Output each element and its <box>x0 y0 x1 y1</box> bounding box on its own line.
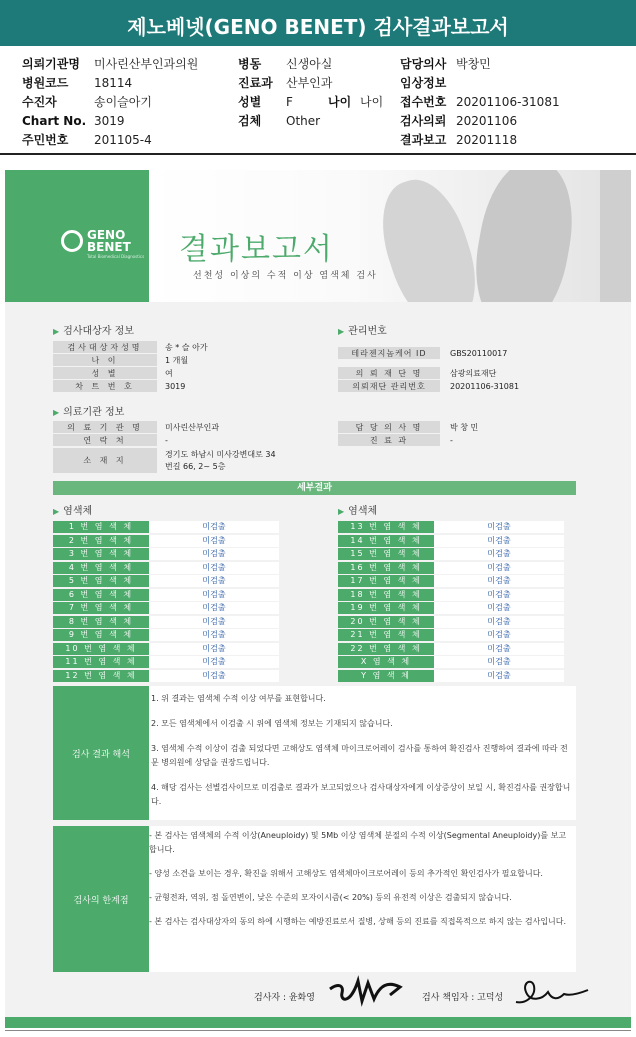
header-row <box>22 74 198 93</box>
chromosome-name: 10 번 염 색 체 <box>53 643 149 655</box>
geno-benet-logo-icon <box>61 230 83 252</box>
footer-bar <box>5 1017 631 1028</box>
chromosome-row <box>53 521 279 533</box>
chromosome-row <box>53 656 279 668</box>
chromosome-result: 미검출 <box>434 562 564 574</box>
chromosome-result: 미검출 <box>149 575 279 587</box>
chromosome-row <box>338 656 564 668</box>
header-divider <box>0 153 636 155</box>
chromosome-name: 3 번 염 색 체 <box>53 548 149 560</box>
chromosome-name: 18 번 염 색 체 <box>338 589 434 601</box>
row-value: 여 <box>165 369 173 378</box>
chromosome-row <box>338 670 564 682</box>
interpretation-item: 1. 위 결과는 염색체 수적 이상 여부를 표현합니다. <box>151 694 326 703</box>
row-key: 의뢰재단 관리번호 <box>338 380 440 392</box>
chromosome-name: 7 번 염 색 체 <box>53 602 149 614</box>
chromosome-result: 미검출 <box>149 670 279 682</box>
chromosome-name: 14 번 염 색 체 <box>338 535 434 547</box>
chromosome-name: Y 염 색 체 <box>338 670 434 682</box>
field-label: Chart No. <box>22 114 87 128</box>
chromosome-name: 6 번 염 색 체 <box>53 589 149 601</box>
report-title-bar <box>0 0 636 48</box>
chromosome-name: 16 번 염 색 체 <box>338 562 434 574</box>
field-value: 미사린산부인과의원 <box>94 57 199 71</box>
arrow-right-icon: ▶ <box>53 327 60 336</box>
header-row <box>238 74 383 93</box>
subject-row <box>53 341 318 354</box>
doctor-row <box>338 421 576 434</box>
field-value: 산부인과 <box>286 76 333 90</box>
chromosome-row <box>53 575 279 587</box>
field-label: 검체 <box>238 114 262 128</box>
chromosome-result: 미검출 <box>434 629 564 641</box>
row-value: 20201106-31081 <box>450 382 520 391</box>
chromosome-name: 8 번 염 색 체 <box>53 616 149 628</box>
chromosome-name: 21 번 염 색 체 <box>338 629 434 641</box>
chromosome-result: 미검출 <box>434 616 564 628</box>
chromosome-row <box>338 589 564 601</box>
arrow-right-icon: ▶ <box>338 327 345 336</box>
row-value: 번길 66, 2~ 5층 <box>165 462 226 471</box>
field-value: 20201106 <box>456 114 518 128</box>
chromosome-result: 미검출 <box>149 602 279 614</box>
manager-name: 검사 책임자 : 고덕성 <box>422 993 504 1003</box>
chromosome-name: 13 번 염 색 체 <box>338 521 434 533</box>
chromosome-row <box>338 521 564 533</box>
header-col2 <box>238 55 383 131</box>
row-key: 검사대상자성명 <box>53 341 157 353</box>
chromosome-row <box>53 535 279 547</box>
chromosome-name: 20 번 염 색 체 <box>338 616 434 628</box>
dept-row <box>338 434 576 447</box>
field-label: 수진자 <box>22 95 57 109</box>
chromosome-name: 12 번 염 색 체 <box>53 670 149 682</box>
row-value: 송 * 슬 아가 <box>165 343 208 352</box>
chromosome-result: 미검출 <box>149 548 279 560</box>
limitation-item: - 본 검사는 염색체의 수적 이상(Aneuploidy) 및 5Mb 이상 염색체 분절의 수적 이상(Segmental Aneuploidy)를 보고합니다. <box>149 831 567 854</box>
interpretation-item: 3. 염색체 수적 이상이 검출 되었다면 고해상도 염색체 마이크로어레이 검사를 통하여 확진검사 진행하여 결과에 따라 전문 병의원에 상담을 권장드립니다. <box>151 744 568 767</box>
header-row <box>400 55 560 74</box>
row-value: 삼광의료재단 <box>450 369 497 378</box>
footer-line <box>5 1030 631 1031</box>
field-label: 결과보고 <box>400 133 447 147</box>
row-value: 박 창 민 <box>450 423 479 432</box>
logo-text-geno: GENO <box>87 228 126 242</box>
row-value: 3019 <box>165 382 186 391</box>
interpretation-item: 2. 모든 염색체에서 이검출 시 위에 염색체 정보는 기재되지 않습니다. <box>151 719 393 728</box>
field-label: 담당의사 <box>400 57 447 71</box>
field-value: 201105-4 <box>94 133 152 147</box>
tester-signature-image <box>328 975 410 1009</box>
management-section-heading <box>338 322 387 337</box>
chromosome-result: 미검출 <box>149 629 279 641</box>
field-label: 접수번호 <box>400 95 447 109</box>
chromosome-row <box>338 643 564 655</box>
field-label: 검사의뢰 <box>400 114 447 128</box>
field-value: F <box>286 95 293 109</box>
section-title: 관리번호 <box>348 326 387 337</box>
field-label: 임상정보 <box>400 76 447 90</box>
chromosome-row <box>53 629 279 641</box>
chromosome-result: 미검출 <box>434 575 564 587</box>
chromosome-row <box>53 548 279 560</box>
field-label: 병원코드 <box>22 76 69 90</box>
chromosome-result: 미검출 <box>149 656 279 668</box>
chromosome-row <box>338 535 564 547</box>
institution-row <box>53 448 318 474</box>
chromosome-result: 미검출 <box>149 535 279 547</box>
row-key: 나 이 <box>53 354 157 366</box>
chromosome-result: 미검출 <box>149 589 279 601</box>
header-row <box>400 112 560 131</box>
row-key: 소 재 지 <box>53 448 157 473</box>
field-value: 박창민 <box>456 57 491 71</box>
field-value: 신생아실 <box>286 57 333 71</box>
row-value: - <box>450 436 453 445</box>
chromosome-name: 5 번 염 색 체 <box>53 575 149 587</box>
banner-title-panel <box>149 170 600 302</box>
chromosome-name: 11 번 염 색 체 <box>53 656 149 668</box>
chromosome-name: 17 번 염 색 체 <box>338 575 434 587</box>
header-row <box>22 112 198 131</box>
chromosome-result: 미검출 <box>149 521 279 533</box>
chromosome-name: 15 번 염 색 체 <box>338 548 434 560</box>
chromosome-heading-left <box>53 502 92 517</box>
institution-section-heading <box>53 403 124 418</box>
header-row <box>238 112 383 131</box>
field-label: 의뢰기관명 <box>22 57 80 71</box>
row-key: 차 트 번 호 <box>53 380 157 392</box>
banner-subtitle: 선천성 이상의 수적 이상 염색체 검사 <box>193 271 378 281</box>
banner-title: 결과보고서 <box>179 232 334 267</box>
header-row <box>22 93 198 112</box>
limitations-label: 검사의 한계점 <box>53 826 149 972</box>
chromosome-name: 4 번 염 색 체 <box>53 562 149 574</box>
chromosome-result: 미검출 <box>149 562 279 574</box>
logo-text-benet: BENET <box>87 240 131 254</box>
row-value: 미사린산부인과 <box>165 423 220 432</box>
header-row <box>238 93 383 112</box>
section-title: 검사대상자 정보 <box>63 326 134 337</box>
arrow-right-icon: ▶ <box>338 507 345 516</box>
field-label: 병동 <box>238 57 262 71</box>
chromosome-result: 미검출 <box>434 589 564 601</box>
header-row <box>238 55 383 74</box>
row-key: 의 료 기 관 명 <box>53 421 157 433</box>
chromosome-row <box>53 643 279 655</box>
field-value: 20201118 <box>456 133 518 147</box>
manager-signature-image <box>512 974 592 1010</box>
chromosome-row <box>338 602 564 614</box>
chromosome-row <box>338 629 564 641</box>
row-key: 진 료 과 <box>338 434 440 446</box>
chromosome-result: 미검출 <box>434 602 564 614</box>
chromosome-row <box>338 575 564 587</box>
chromosome-result: 미검출 <box>434 643 564 655</box>
chromosome-result: 미검출 <box>434 535 564 547</box>
chromosome-result: 미검출 <box>434 521 564 533</box>
baby-foot-image <box>465 170 583 302</box>
chromosome-row <box>338 616 564 628</box>
limitations-body <box>149 826 576 972</box>
management-row <box>338 380 576 393</box>
chromosome-result: 미검출 <box>149 643 279 655</box>
row-value: GBS20110017 <box>450 349 508 358</box>
field-label: 성별 <box>238 95 262 109</box>
limitation-item: - 본 검사는 검사대상자의 동의 하에 시행하는 예방진료로서 질병, 상해 등의 진료를 직접목적으로 하지 않는 검사입니다. <box>149 917 567 926</box>
limitation-item: - 균형전좌, 역위, 점 돌연변이, 낮은 수준의 모자이시즘(< 20%) 등의 유전적 이상은 검출되지 않습니다. <box>149 893 512 902</box>
row-value: 1 개월 <box>165 356 189 365</box>
row-key: 의 뢰 재 단 명 <box>338 367 440 379</box>
row-key: 담 당 의 사 명 <box>338 421 440 433</box>
interpretation-item: 4. 해당 검사는 선별검사이므로 미검출로 결과가 보고되었으나 검사대상자에게 이상증상이 보일 시, 확진검사를 권장합니다. <box>151 783 571 806</box>
row-key: 연 락 처 <box>53 434 157 446</box>
field-label: 주민번호 <box>22 133 69 147</box>
chromosome-row <box>53 589 279 601</box>
institution-row <box>53 421 318 434</box>
interpretation-label: 검사 결과 해석 <box>53 686 149 820</box>
chromosome-row <box>53 562 279 574</box>
header-row <box>22 55 198 74</box>
chromosome-result: 미검출 <box>434 548 564 560</box>
management-row <box>338 347 576 360</box>
chromosome-row <box>53 616 279 628</box>
tester-name: 검사자 : 윤화영 <box>254 993 315 1003</box>
banner-stripe <box>600 170 631 302</box>
subject-row <box>53 367 318 380</box>
logo-tagline: Total Biomedical Diagnostics <box>87 254 145 259</box>
field-value: 20201106-31081 <box>456 95 560 109</box>
chromosome-row <box>338 562 564 574</box>
field-value: 3019 <box>94 114 125 128</box>
field-label: 진료과 <box>238 76 273 90</box>
header-row <box>22 131 198 150</box>
chromosome-name: 1 번 염 색 체 <box>53 521 149 533</box>
chromosome-name: 2 번 염 색 체 <box>53 535 149 547</box>
arrow-right-icon: ▶ <box>53 507 60 516</box>
section-title: 염색체 <box>63 506 93 517</box>
header-col3 <box>400 55 560 150</box>
management-row <box>338 367 576 380</box>
chromosome-name: X 염 색 체 <box>338 656 434 668</box>
institution-row <box>53 434 318 447</box>
chromosome-result: 미검출 <box>149 616 279 628</box>
age-value: 나이 <box>360 95 384 109</box>
chromosome-name: 22 번 염 색 체 <box>338 643 434 655</box>
chromosome-result: 미검출 <box>434 670 564 682</box>
chromosome-heading-right <box>338 502 377 517</box>
chromosome-row <box>53 602 279 614</box>
chromosome-row <box>338 548 564 560</box>
header-col1 <box>22 55 198 150</box>
subject-row <box>53 380 318 393</box>
chromosome-name: 9 번 염 색 체 <box>53 629 149 641</box>
chromosome-name: 19 번 염 색 체 <box>338 602 434 614</box>
header-row <box>400 74 560 93</box>
arrow-right-icon: ▶ <box>53 408 60 417</box>
chromosome-row <box>53 670 279 682</box>
row-value: 경기도 하남시 미사강변대로 34 <box>165 450 276 459</box>
chromosome-result: 미검출 <box>434 656 564 668</box>
limitation-item: - 양성 소견을 보이는 경우, 확진을 위해서 고해상도 염색체마이크로어레이 등의 추가적인 확인검사가 필요합니다. <box>149 869 543 878</box>
section-title: 의료기관 정보 <box>63 407 125 418</box>
header-row <box>400 93 560 112</box>
baby-foot-image <box>368 170 490 302</box>
row-key: 테라젠지놈케어 ID <box>338 347 440 359</box>
detail-results-bar: 세부결과 <box>53 481 576 495</box>
header-row <box>400 131 560 150</box>
field-value: 송이슬아기 <box>94 95 152 109</box>
subject-section-heading <box>53 322 134 337</box>
banner-logo-panel <box>5 170 149 302</box>
interpretation-body <box>149 686 576 820</box>
row-key: 성 별 <box>53 367 157 379</box>
field-value: 18114 <box>94 76 133 90</box>
section-title: 염색체 <box>348 506 378 517</box>
row-value: - <box>165 436 168 445</box>
age-label: 나이 <box>328 95 352 109</box>
field-value: Other <box>286 114 321 128</box>
report-title: 제노베넷(GENO BENET) 검사결과보고서 <box>127 15 509 39</box>
subject-row <box>53 354 318 367</box>
